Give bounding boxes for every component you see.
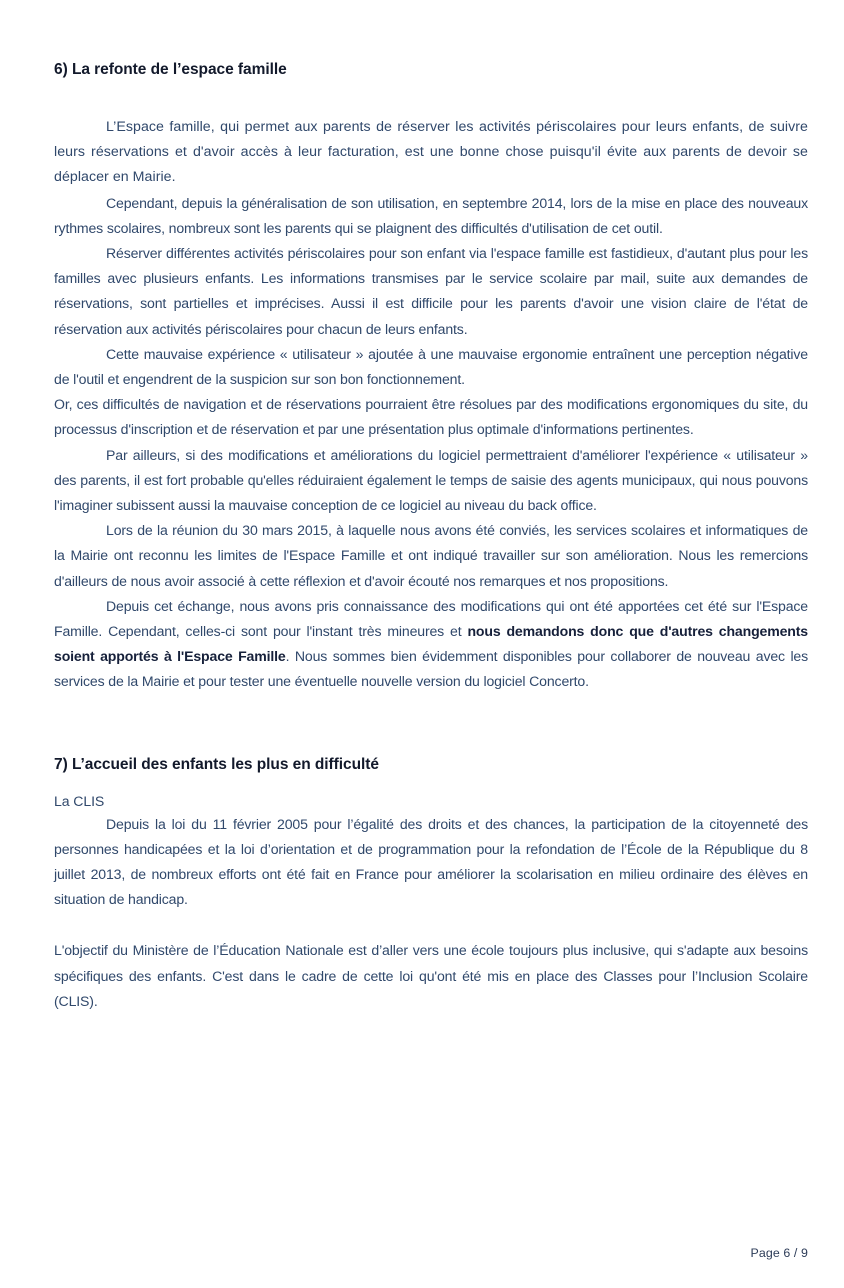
spacer xyxy=(54,912,808,938)
paragraph-loi-2005: Depuis la loi du 11 février 2005 pour l’égalité des droits et des chances, la participation de la citoyenneté des personnes handicapées et la loi d’orientation et de programmation pour la refondation de l’École de la République du 8 juillet 2013, de nombreux efforts ont été fait en France pour améliorer la scolarisation en milieu ordinaire des élèves en situation de handicap. xyxy=(54,815,808,908)
page-footer: Page 6 / 9 xyxy=(750,1246,808,1260)
paragraph-espace-famille-intro: L’Espace famille, qui permet aux parents de réserver les activités périscolaires pour leurs enfants, de suivre leurs réservations et d'avoir accès à leur facturation, est une bonne chose puisqu'il évite aux parents de devoir se déplacer en Mairie. xyxy=(54,118,808,186)
spacer xyxy=(54,695,808,729)
document-content xyxy=(54,60,808,1014)
paragraph-generalisation: Cependant, depuis la généralisation de son utilisation, en septembre 2014, lors de la mise en place des nouveaux rythmes scolaires, nombreux sont les parents qui se plaignent des difficultés d'utilisation de cet outil. xyxy=(54,194,808,236)
paragraph-depuis-echange xyxy=(54,594,808,695)
spacer xyxy=(54,729,808,755)
paragraph-difficultes-navigation: Or, ces difficultés de navigation et de réservations pourraient être résolues par des modifications ergonomiques du site, du processus d'inscription et de réservation et par une présentation plus optimale d'informations pertinentes. xyxy=(54,396,808,438)
paragraph-reserver-activites: Réserver différentes activités périscolaires pour son enfant via l'espace famille est fastidieux, d'autant plus pour les familles avec plusieurs enfants. Les informations transmises par le service scolaire par mail, suite aux demandes de réservations, sont partielles et imprécises. Aussi il est difficile pour les parents d'avoir une vision claire de l'état de réservation aux activités périscolaires pour chacun de leurs enfants. xyxy=(54,244,808,337)
subheading-la-clis: La CLIS xyxy=(54,792,105,809)
paragraph-depuis-echange-demand: nous demandons donc que d'autres changements soient apportés à l'Espace Famille xyxy=(54,622,808,665)
section-heading-7: 7) L’accueil des enfants les plus en difficulté xyxy=(54,755,379,773)
paragraph-reunion-mars-2015: Lors de la réunion du 30 mars 2015, à laquelle nous avons été conviés, les services scolaires et informatiques de la Mairie ont reconnu les limites de l'Espace Famille et ont indiqué travailler sur son amélioration. Nous les remercions d'ailleurs de nous avoir associé à cette réflexion et d'avoir écouté nos remarques et nos propositions. xyxy=(54,522,808,589)
paragraph-par-ailleurs: Par ailleurs, si des modifications et améliorations du logiciel permettraient d'améliorer l'expérience « utilisateur » des parents, il est fort probable qu'elles réduiraient également le temps de saisie des agents municipaux, qui nous pouvons l'imaginer subissent aussi la mauvaise conception de ce logiciel au niveau du back office. xyxy=(54,446,808,513)
spacer xyxy=(54,776,808,790)
paragraph-mauvaise-experience: Cette mauvaise expérience « utilisateur » ajoutée à une mauvaise ergonomie entraînent une perception négative de l'outil et engendrent de la suspicion sur son bon fonctionnement. xyxy=(54,345,808,387)
spacer xyxy=(54,81,808,115)
paragraph-depuis-echange-after: . Nous sommes bien évidemment disponibles pour collaborer de nouveau avec les services de la Mairie et pour tester une éventuelle nouvelle version du logiciel Concerto. xyxy=(54,648,809,690)
section-heading-6: 6) La refonte de l’espace famille xyxy=(54,61,287,78)
paragraph-objectif-ministere: L'objectif du Ministère de l’Éducation Nationale est d’aller vers une école toujours plus inclusive, qui s'adapte aux besoins spécifiques des enfants. C'est dans le cadre de cette loi qu'ont été mis en place des Classes pour l’Inclusion Scolaire (CLIS). xyxy=(54,942,808,1009)
paragraph-depuis-echange-before: Depuis cet échange, nous avons pris connaissance des modifications qui ont été apportées cet été sur l'Espace Famille. Cependant, celles-ci sont pour l'instant très mineures et xyxy=(54,597,808,639)
